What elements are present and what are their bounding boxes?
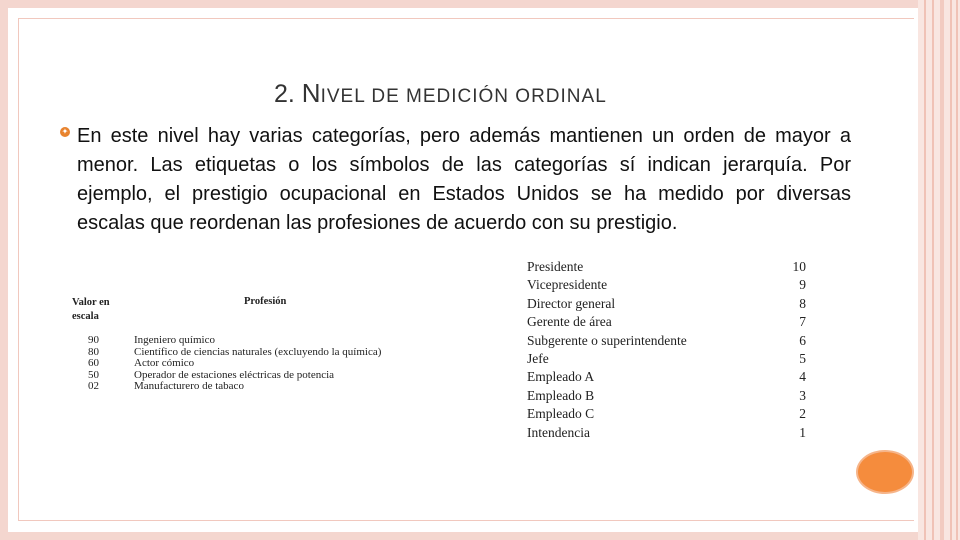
position-name: Director general [527,295,616,311]
list-item [527,424,809,442]
rank-value: 2 [799,406,806,422]
position-name: Subgerente o superintendente [527,332,687,348]
frame-bottom-bar [0,532,960,540]
list-item [527,350,809,368]
position-name: Intendencia [527,424,590,440]
profession-name: Manufacturero de tabaco [134,380,244,392]
position-name: Empleado B [527,387,595,403]
position-name: Empleado A [527,369,595,385]
list-item [527,295,809,313]
occupational-ranking-list [527,258,809,442]
frame-left-bar [0,0,8,540]
position-name: Vicepresidente [527,277,608,293]
table-row [72,347,412,359]
profession-name: Científico de ciencias naturales (excluyendo la química) [134,345,382,358]
rank-value: 5 [799,350,806,366]
slide-title [274,78,607,109]
table-rows [72,335,412,393]
header-profession: Profesión [244,296,287,307]
position-name: Presidente [527,259,584,274]
profession-name: Operador de estaciones eléctricas de potencia [134,368,335,381]
stripe [956,0,958,540]
position-name: Gerente de área [527,314,612,330]
stripe [924,0,926,540]
table-row [72,358,412,370]
rank-value: 9 [799,277,806,293]
scale-value: 90 [88,334,99,346]
position-name: Jefe [527,350,549,366]
scale-value: 60 [88,357,99,369]
list-item [527,405,809,423]
profession-name: Actor cómico [134,357,195,369]
rank-value: 8 [799,295,806,311]
rank-value: 3 [799,387,806,403]
stripe [940,0,944,540]
title-rest: IVEL DE MEDICIÓN ORDINAL [320,86,607,107]
decorative-circle [856,450,914,494]
table-row [72,381,412,393]
scale-value: 50 [88,368,99,381]
bullet-icon: ✦ [61,127,69,136]
scale-value: 80 [88,345,99,358]
list-item [527,313,809,331]
scale-value: 02 [88,380,99,392]
list-item [527,258,809,276]
frame-top-bar [0,0,960,8]
title-first-cap: N [301,78,321,108]
header-value: Valor en escala [72,297,110,322]
list-item [527,276,809,294]
list-item [527,368,809,386]
stripe [950,0,952,540]
rank-value: 7 [799,314,806,330]
title-number: 2. [274,80,302,108]
bullet-paragraph: En este nivel hay varias categorías, pero además mantienen un orden de mayor a menor. Las etiquetas o los símbolos de las categorías sí indican jerarquía. Por ejemplo, el prestigio ocupacional en Estados Unidos se ha medido por diversas escalas que reordenan las profesiones de acuerdo con su prestigio. [77,125,851,234]
list-item [527,387,809,405]
rank-value: 6 [799,332,806,348]
table-row [72,335,412,347]
rank-value: 1 [799,424,806,440]
position-name: Empleado C [527,406,595,422]
profession-name: Ingeniero químico [134,334,215,346]
list-item [527,332,809,350]
rank-value: 4 [799,369,806,385]
stripe [932,0,934,540]
rank-value: 10 [792,259,806,274]
